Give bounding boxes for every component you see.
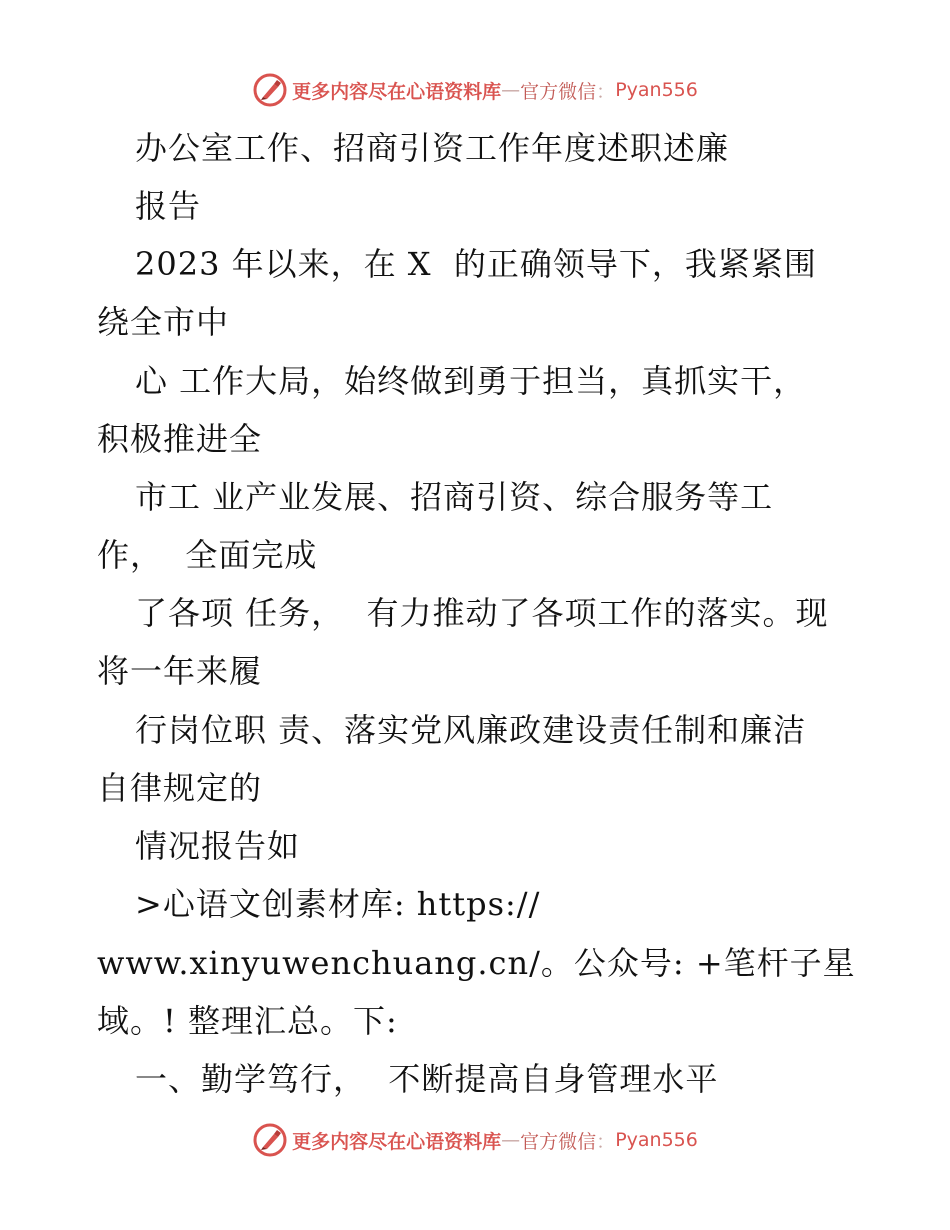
banner-text-official: 官方微信 <box>520 80 597 103</box>
doc-line: 心 工作大局，始终做到勇于担当，真抓实干， <box>135 362 807 400</box>
doc-line: 域。! 整理汇总。下: <box>97 1002 398 1040</box>
doc-title-line-1: 办公室工作、招商引资工作年度述职述廉 <box>135 129 730 167</box>
banner-wechat-id: Pyan556 <box>615 79 698 101</box>
banner-text-main: 更多内容尽在心语资料库 <box>292 80 502 103</box>
header-watermark-banner <box>0 70 950 110</box>
doc-line: 行岗位职 责、落实党风廉政建设责任制和廉洁 <box>135 711 807 749</box>
banner-text-official: 官方微信 <box>520 1130 597 1153</box>
banner-colon: ： <box>596 1130 616 1153</box>
doc-section-heading: 一、勤学笃行， 不断提高自身管理水平 <box>135 1060 719 1098</box>
pen-logo-icon <box>252 1122 288 1158</box>
doc-line-source-url: www.xinyuwenchuang.cn/。公众号: +笔杆子星 <box>97 944 856 982</box>
doc-line: 将一年来履 <box>97 652 263 690</box>
banner-dash: — <box>501 1129 521 1151</box>
doc-title-line-2: 报告 <box>135 187 202 225</box>
doc-line: 作， 全面完成 <box>97 536 318 574</box>
doc-line: 情况报告如 <box>135 827 301 865</box>
banner-dash: — <box>501 79 521 101</box>
banner-text-main: 更多内容尽在心语资料库 <box>292 1130 502 1153</box>
doc-line: 2023 年以来，在 X 的正确领导下，我紧紧围 <box>135 245 817 283</box>
footer-watermark-banner <box>0 1120 950 1160</box>
doc-line: 市工 业产业发展、招商引资、综合服务等工 <box>135 478 774 516</box>
banner-wechat-id: Pyan556 <box>615 1129 698 1151</box>
doc-line-source-note: >心语文创素材库: https:// <box>135 885 541 923</box>
doc-line: 绕全市中 <box>97 303 230 341</box>
doc-line: 自律规定的 <box>97 769 263 807</box>
doc-line: 了各项 任务， 有力推动了各项工作的落实。现 <box>135 594 829 632</box>
doc-line: 积极推进全 <box>97 420 263 458</box>
banner-colon: ： <box>596 80 616 103</box>
pen-logo-icon <box>252 72 288 108</box>
